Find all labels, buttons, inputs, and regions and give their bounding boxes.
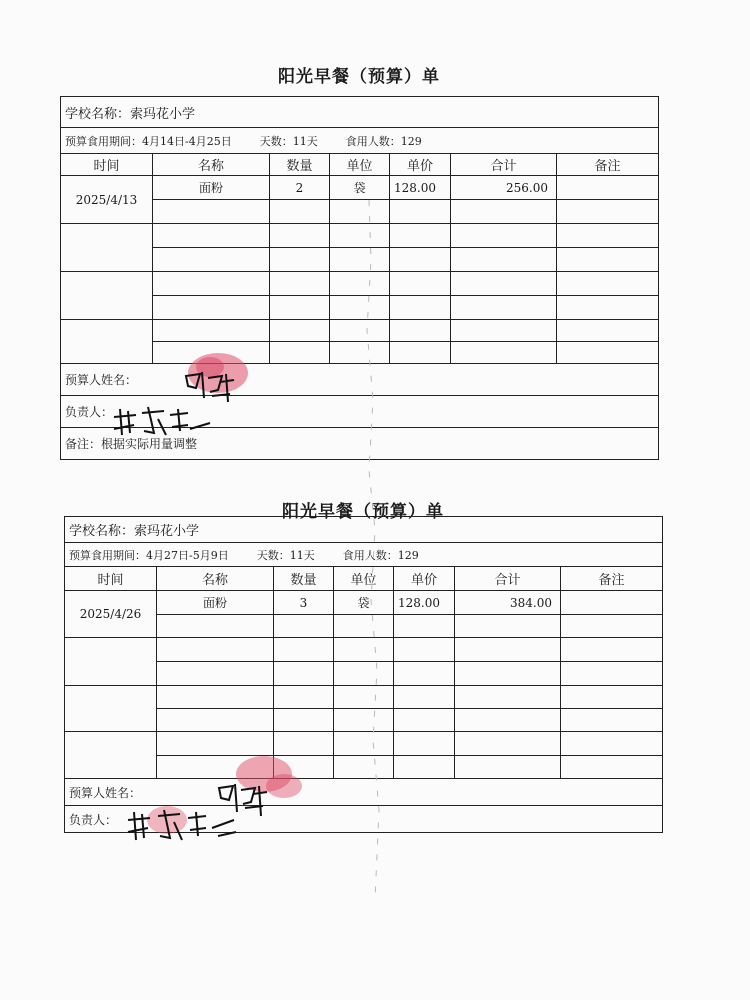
col-name-header: 名称 <box>157 567 274 591</box>
people-label: 食用人数： <box>345 134 401 148</box>
item-note <box>561 591 663 615</box>
col-time-header: 时间 <box>65 567 157 591</box>
col-total-header: 合计 <box>455 567 561 591</box>
col-price-header: 单价 <box>394 567 455 591</box>
school-row <box>61 97 659 128</box>
school-label: 学校名称： <box>65 106 131 122</box>
period-label: 预算食用期间： <box>65 134 142 148</box>
date-cell: 2025/4/13 <box>61 176 153 224</box>
col-time-header: 时间 <box>61 154 153 176</box>
item-qty: 2 <box>270 176 330 200</box>
school-name: 索玛花小学 <box>134 524 200 539</box>
manager-row <box>65 806 663 833</box>
col-unit-header: 单位 <box>334 567 394 591</box>
col-note-header: 备注 <box>561 567 663 591</box>
manager-label: 负责人： <box>69 812 118 827</box>
manager-row <box>61 396 659 428</box>
col-unit-header: 单位 <box>330 154 390 176</box>
item-total: 256.00 <box>451 176 557 200</box>
school-name: 索玛花小学 <box>130 106 196 122</box>
preparer-row <box>61 364 659 396</box>
item-unit: 袋 <box>330 176 390 200</box>
school-label: 学校名称： <box>69 524 135 539</box>
note-label: 备注： <box>65 437 102 451</box>
preparer-label: 预算人姓名： <box>65 373 138 387</box>
period-value: 4月14日-4月25日 <box>142 134 232 148</box>
date-cell: 2025/4/26 <box>65 591 157 638</box>
note-value: 根据实际用量调整 <box>101 437 198 451</box>
info-row <box>65 543 663 567</box>
period-label: 预算食用期间： <box>69 548 146 562</box>
note-row <box>61 428 659 460</box>
col-total-header: 合计 <box>451 154 557 176</box>
form2-title: 阳光早餐（预算）单 <box>282 502 444 522</box>
col-qty-header: 数量 <box>274 567 334 591</box>
people-label: 食用人数： <box>342 548 398 562</box>
item-total: 384.00 <box>455 591 561 615</box>
col-qty-header: 数量 <box>270 154 330 176</box>
col-price-header: 单价 <box>390 154 451 176</box>
form1-title: 阳光早餐（预算）单 <box>278 67 440 87</box>
days-value: 11天 <box>292 134 318 148</box>
item-unit: 袋 <box>334 591 394 615</box>
item-name: 面粉 <box>153 176 270 200</box>
preparer-row <box>65 779 663 806</box>
days-value: 11天 <box>289 548 315 562</box>
info-row <box>61 128 659 154</box>
school-row <box>65 517 663 543</box>
item-note <box>557 176 659 200</box>
period-value: 4月27日-5月9日 <box>146 548 229 562</box>
item-price: 128.00 <box>390 176 451 200</box>
manager-label: 负责人： <box>65 405 114 419</box>
item-price: 128.00 <box>394 591 455 615</box>
people-value: 129 <box>397 548 419 562</box>
preparer-label: 预算人姓名： <box>69 785 142 800</box>
days-label: 天数： <box>259 134 293 148</box>
days-label: 天数： <box>256 548 290 562</box>
col-name-header: 名称 <box>153 154 270 176</box>
form1-table <box>60 96 659 460</box>
people-value: 129 <box>400 134 422 148</box>
form2-table <box>64 516 663 833</box>
item-name: 面粉 <box>157 591 274 615</box>
item-qty: 3 <box>274 591 334 615</box>
col-note-header: 备注 <box>557 154 659 176</box>
